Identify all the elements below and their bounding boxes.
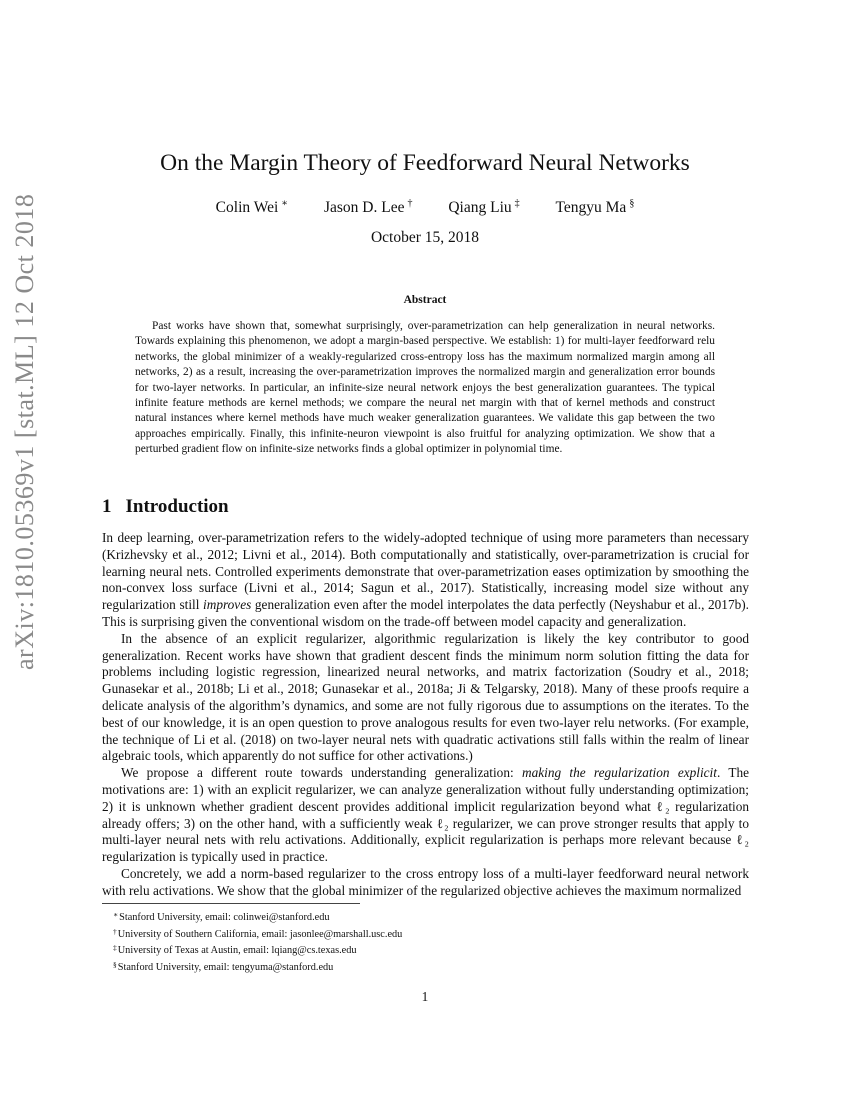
footnote-mark: ‡ [113, 943, 117, 953]
publication-date: October 15, 2018 [370, 229, 480, 246]
author-name: Qiang Liu [448, 199, 512, 216]
footnote-text: University of Southern California, email: jasonlee@marshall.usc.edu [117, 928, 403, 940]
abstract-text: Past works have shown that, somewhat surprisingly, over-parametrization can help generalization in neural networks. Towards explaining this phenomenon, we adopt a margin-based perspective. We establish: 1) for multi-layer feedforward relu networks, the global minimizer of a weakly-regularized cross-entropy loss has the maximum normalized margin among all networks, 2) as a result, increasing the over-parametrization improves the normalized margin and generalization error bounds for two-layer networks. In particular, an infinite-size neural network enjoys the best generalization guarantees. The typical infinite feature methods are kernel methods; we compare the neural net margin with that of kernel methods and construct natural instances where kernel methods have much weaker generalization guarantees. We validate this gap between the two approaches empirically. Finally, this infinite-neuron viewpoint is also fruitful for analyzing optimization. We show that a perturbed gradient flow on infinite-size networks finds a global optimizer in polynomial time. [135, 320, 715, 456]
footnote-text: University of Texas at Austin, email: lqiang@cs.texas.edu [117, 945, 357, 957]
paragraph [102, 765, 749, 866]
footnote-mark: † [113, 926, 117, 936]
footnote-mark: ∗ [113, 910, 119, 919]
section-number: 1 [102, 496, 112, 517]
author-name: Colin Wei [215, 199, 279, 216]
footnote [113, 958, 402, 975]
footnote [113, 925, 402, 942]
section-heading [102, 496, 229, 518]
paragraph-text: We propose a different route towards understanding generalization: [121, 765, 522, 781]
author [216, 198, 288, 217]
author-list [0, 198, 850, 217]
author-name: Jason D. Lee [323, 199, 405, 216]
paragraph-text: generalization even after the model interpolates the data perfectly (Neyshabur et al., 2017b). This is surprising given the conventional wisdom on the trade-off between model capacity and generalization. [102, 597, 749, 629]
footnote-text: Stanford University, email: colinwei@stanford.edu [119, 912, 330, 923]
author-name: Tengyu Ma [555, 199, 627, 216]
paragraph [102, 530, 749, 631]
paragraph: In the absence of an explicit regularizer, algorithmic regularization is likely the key contributor to good generalization. Recent works have shown that gradient descent finds the minimum norm solution fitting the data for problems including logistic regression, linearized neural networks, and matrix factorization (Soudry et al., 2018; Gunasekar et al., 2018b; Li et al., 2018; Gunasekar et al., 2018a; Ji & Telgarsky, 2018). Many of these proofs require a delicate analysis of the algorithm’s dynamics, and some are not fully rigorous due to assumptions on the iterates. To the best of our knowledge, it is an open question to prove analogous results for even two-layer relu networks. (For example, the technique of Li et al. (2018) on two-layer neural nets with quadratic activations still falls within the realm of linear algebraic tools, which apparently do not suffice for other activations.) [102, 630, 749, 764]
author [556, 198, 635, 217]
page-number: 1 [421, 989, 429, 1004]
footnote-text: Stanford University, email: tengyuma@stanford.edu [117, 961, 334, 973]
author-footnote-mark: ‡ [514, 198, 520, 209]
emphasis-text: making the regularization explicit [521, 765, 717, 781]
author-footnote-mark: § [629, 198, 635, 209]
footnote [113, 908, 402, 925]
footnote [113, 941, 402, 958]
body-text [102, 530, 749, 900]
abstract-heading: Abstract [403, 294, 447, 306]
author-footnote-mark: ∗ [281, 198, 289, 209]
author [448, 198, 519, 217]
arxiv-identifier: arXiv:1810.05369v1 [stat.ML] 12 Oct 2018 [10, 193, 39, 670]
footnote-mark: § [113, 959, 117, 969]
footnotes [113, 908, 402, 974]
section-title: Introduction [125, 496, 229, 517]
author [324, 198, 413, 217]
paragraph-text: . The motivations are: 1) with an explicit regularizer, we can analyze generalization without fully understanding optimization; 2) it is unknown whether gradient descent provides additional implicit regularization beyond what ℓ₂ regularization already offers; 3) on the other hand, with a sufficiently weak ℓ₂ regularizer, we can prove stronger results that apply to multi-layer neural nets with relu activations. Additionally, explicit regularization is perhaps more relevant because ℓ₂ regularization is typically used in practice. [102, 765, 749, 865]
emphasis-text: improves [203, 597, 252, 613]
author-footnote-mark: † [407, 198, 413, 209]
footnote-divider [102, 903, 360, 904]
paragraph-text: In deep learning, over-parametrization refers to the widely-adopted technique of using more parameters than necessary (Krizhevsky et al., 2012; Livni et al., 2014). Both computationally and statistically, over-parametrization is crucial for learning neural nets. Controlled experiments demonstrate that over-parametrization eases optimization by smoothing the non-convex loss surface (Livni et al., 2014; Sagun et al., 2017). Statistically, increasing model size without any regularization still [102, 530, 749, 613]
paper-title: On the Margin Theory of Feedforward Neural Networks [160, 150, 690, 176]
paragraph: Concretely, we add a norm-based regularizer to the cross entropy loss of a multi-layer feedforward neural network with relu activations. We show that the global minimizer of the regularized objective achieves the maximum normalized [102, 865, 749, 898]
